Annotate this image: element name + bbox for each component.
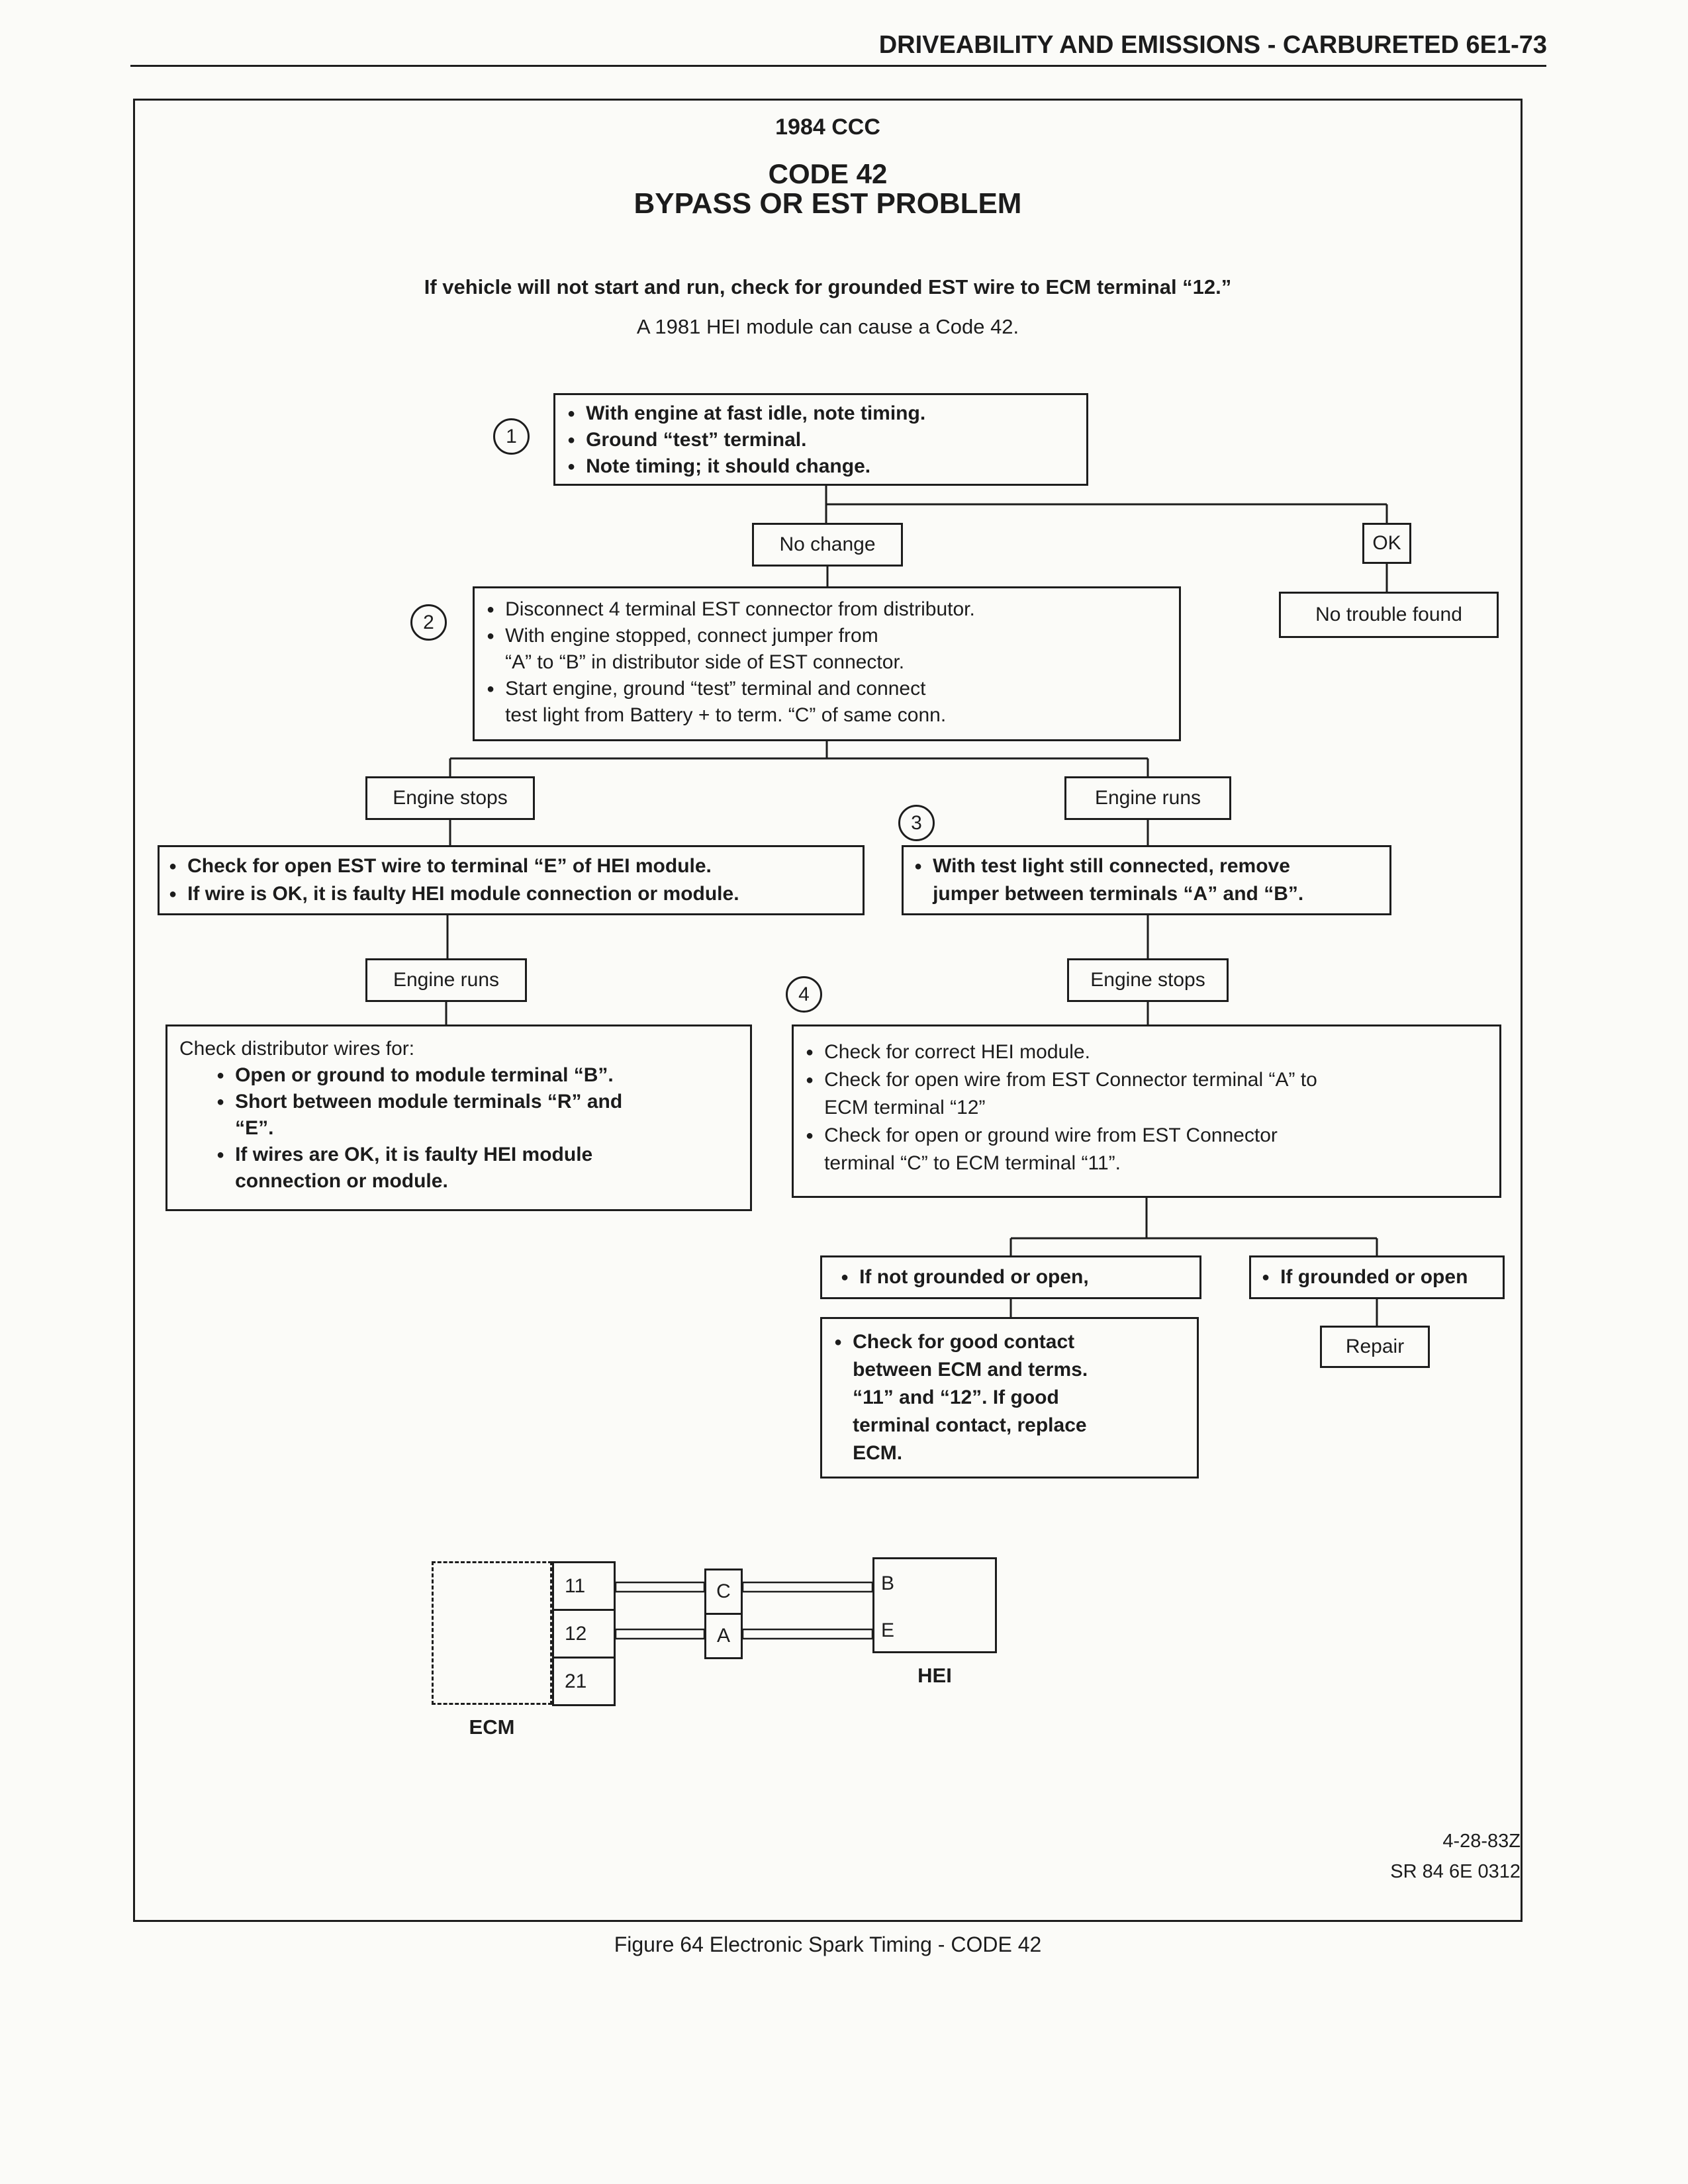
hei-terminal-e: E [881, 1619, 895, 1641]
step1-box [553, 393, 1088, 486]
step2-bullet: test light from Battery + to term. “C” of same conn. [505, 704, 947, 726]
engine-runs-label: Engine runs [393, 969, 500, 991]
header-rule [130, 65, 1546, 67]
ok-label: OK [1372, 532, 1401, 554]
step4-number: 4 [786, 976, 822, 1013]
connector-c-label: C [716, 1580, 731, 1602]
step3-box [902, 845, 1391, 915]
step2-number: 2 [410, 604, 447, 641]
page-header: DRIVEABILITY AND EMISSIONS - CARBURETED 6E1-73 [878, 31, 1547, 59]
terminal-12-label: 12 [565, 1622, 587, 1645]
step4-bullet: ● Check for open or ground wire from EST Connector [824, 1124, 1278, 1146]
step2-bullet: ● With engine stopped, connect jumper from [505, 625, 878, 647]
hei-label: HEI [917, 1664, 952, 1687]
no-change-box [752, 523, 903, 567]
good-contact-line: ECM. [853, 1442, 903, 1464]
hei-terminal-b: B [881, 1572, 895, 1594]
step4-bullet: ● Check for open wire from EST Connector terminal “A” to [824, 1069, 1317, 1091]
if-grounded-box [1249, 1255, 1505, 1299]
figure-caption: Figure 64 Electronic Spark Timing - CODE 42 [614, 1933, 1042, 1956]
good-contact-line: “11” and “12”. If good [853, 1387, 1059, 1408]
ecm-dashed-box [432, 1561, 552, 1705]
engine-stops-label: Engine stops [1090, 969, 1205, 991]
ecm-terminal-11 [552, 1561, 616, 1611]
step4-bullet: ECM terminal “12” [824, 1097, 986, 1118]
open-est-bullet: ● Check for open EST wire to terminal “E” of HEI module. [187, 855, 712, 877]
step4-box [792, 1024, 1501, 1198]
step2-bullet: ● Disconnect 4 terminal EST connector from distributor. [505, 598, 975, 620]
distributor-wires-bullet: “E”. [235, 1117, 274, 1139]
doc-ref-2: SR 84 6E 0312 [1390, 1861, 1521, 1882]
step3-bullet: ● With test light still connected, remove [933, 855, 1290, 877]
engine-runs-box-2 [365, 958, 527, 1002]
ecm-terminal-12 [552, 1609, 616, 1659]
est-connector-cell-c [704, 1569, 743, 1615]
step3-number: 3 [898, 805, 935, 841]
good-contact-box [820, 1317, 1199, 1479]
ecm-label: ECM [469, 1715, 515, 1739]
good-contact-line: ● Check for good contact [853, 1331, 1075, 1353]
title-year: 1984 CCC [775, 114, 880, 140]
step2-box [473, 586, 1181, 741]
distributor-wires-box [165, 1024, 752, 1211]
engine-stops-box-1 [365, 776, 535, 820]
step1-number: 1 [493, 418, 530, 455]
no-trouble-box [1279, 592, 1499, 638]
hei-module-box [872, 1557, 997, 1653]
step4-bullet: ● Check for correct HEI module. [824, 1041, 1090, 1063]
distributor-wires-bullet: ● Short between module terminals “R” and [235, 1091, 623, 1113]
step4-bullet: terminal “C” to ECM terminal “11”. [824, 1152, 1121, 1174]
title-problem: BYPASS OR EST PROBLEM [633, 187, 1022, 220]
title-code: CODE 42 [768, 158, 888, 189]
if-not-grounded-label: ● If not grounded or open, [859, 1266, 1089, 1288]
if-not-grounded-box [820, 1255, 1201, 1299]
distributor-wires-bullet: ● If wires are OK, it is faulty HEI module [235, 1144, 593, 1165]
no-change-label: No change [779, 533, 876, 555]
engine-runs-box-1 [1064, 776, 1231, 820]
step1-bullet: ● Ground “test” terminal. [586, 429, 807, 451]
doc-ref-1: 4-28-83Z [1442, 1831, 1521, 1852]
intro-note: A 1981 HEI module can cause a Code 42. [636, 315, 1019, 338]
repair-label: Repair [1345, 1336, 1405, 1357]
step3-bullet: jumper between terminals “A” and “B”. [933, 883, 1304, 905]
open-est-box [158, 845, 865, 915]
step2-bullet: ● Start engine, ground “test” terminal and connect [505, 678, 926, 700]
engine-stops-box-2 [1067, 958, 1229, 1002]
step1-bullet: ● With engine at fast idle, note timing. [586, 402, 926, 424]
good-contact-line: between ECM and terms. [853, 1359, 1088, 1381]
terminal-21-label: 21 [565, 1670, 587, 1692]
engine-stops-label: Engine stops [393, 787, 508, 809]
ok-box [1362, 523, 1411, 564]
connector-a-label: A [716, 1625, 730, 1647]
chart-border [133, 99, 1523, 1922]
est-connector-cell-a [704, 1613, 743, 1659]
intro-warning: If vehicle will not start and run, check for grounded EST wire to ECM terminal “12.” [424, 275, 1232, 298]
step1-bullet: ● Note timing; it should change. [586, 455, 871, 477]
no-trouble-label: No trouble found [1315, 604, 1462, 625]
good-contact-line: terminal contact, replace [853, 1414, 1087, 1436]
distributor-wires-bullet: connection or module. [235, 1170, 448, 1192]
distributor-wires-bullet: ● Open or ground to module terminal “B”. [235, 1064, 614, 1086]
ecm-terminal-21 [552, 1657, 616, 1706]
open-est-bullet: ● If wire is OK, it is faulty HEI module connection or module. [187, 883, 739, 905]
if-grounded-label: ● If grounded or open [1280, 1266, 1468, 1288]
terminal-11-label: 11 [565, 1574, 586, 1597]
repair-box [1320, 1326, 1430, 1368]
step2-bullet: “A” to “B” in distributor side of EST connector. [505, 651, 905, 673]
engine-runs-label: Engine runs [1094, 787, 1201, 809]
distributor-wires-title: Check distributor wires for: [179, 1038, 415, 1060]
